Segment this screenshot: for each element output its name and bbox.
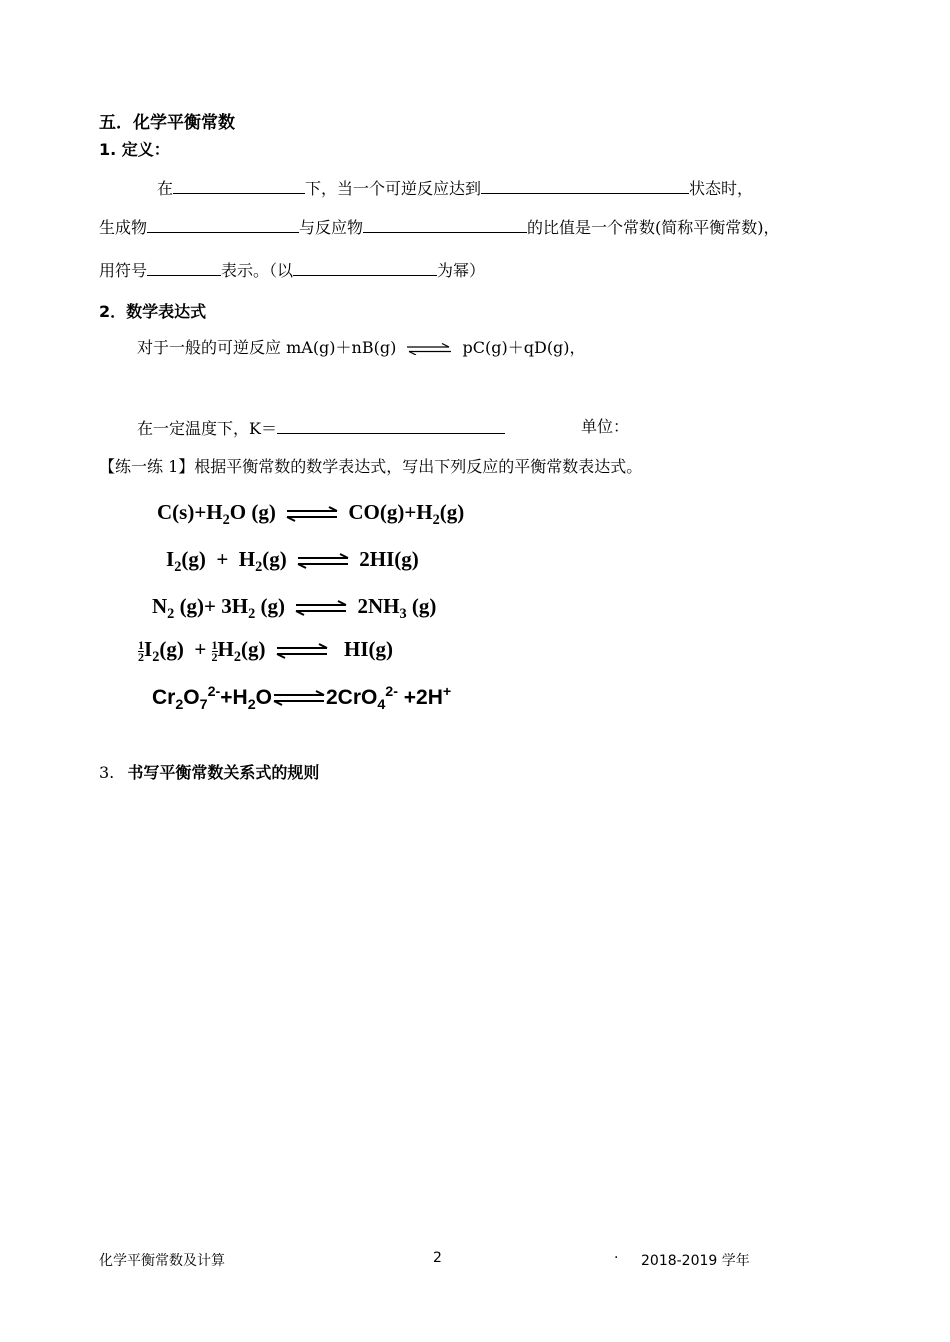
definition-text: 状态时， xyxy=(689,179,754,198)
unit-label: 单位： xyxy=(581,417,630,436)
definition-text: 表示。（以 xyxy=(221,261,294,280)
fraction-half: $\frac{1}{2}$ xyxy=(211,637,218,664)
reversible-arrow-icon xyxy=(405,343,453,355)
equilibrium-arrow-icon xyxy=(285,506,339,522)
fill-blank[interactable] xyxy=(147,258,221,276)
fill-blank[interactable] xyxy=(481,176,689,194)
general-reaction xyxy=(137,337,586,359)
equation-1: $C(s)+H_2O$ (g) $CO(g)+H_2(g)$ xyxy=(157,500,465,529)
k-blank[interactable] xyxy=(277,416,505,434)
equation-5: $Cr_2O_7^{2-}+H_2O$ 2CrO$_4^{2-}$ +2H+ xyxy=(152,684,452,714)
k-expression-line xyxy=(137,416,505,440)
equilibrium-arrow-icon xyxy=(275,643,329,659)
footer-title: 化学平衡常数及计算 xyxy=(99,1253,225,1269)
definition-text: 在 xyxy=(157,179,174,198)
definition-text: 为幂） xyxy=(437,261,486,280)
section-title: 五．化学平衡常数 xyxy=(99,113,235,133)
fill-blank[interactable] xyxy=(363,215,527,233)
definition-heading: 1. 定义： xyxy=(99,140,170,159)
definition-line-2 xyxy=(99,215,780,239)
definition-text: 与反应物 xyxy=(299,218,364,237)
definition-text: 的比值是一个常数(简称平衡常数)， xyxy=(527,218,780,237)
equation-3: $N_2$ $(g)+ 3H_2$ (g) $2NH_3$ (g) xyxy=(152,594,437,623)
rules-heading xyxy=(99,762,319,784)
rules-title: 书写平衡常数关系式的规则 xyxy=(127,763,320,782)
practice-heading: 【练一练 1】根据平衡常数的数学表达式，写出下列反应的平衡常数表达式。 xyxy=(99,457,643,476)
k-label: 在一定温度下，K＝ xyxy=(137,419,277,438)
equation-4: $\frac{1}{2}$ $I_2(g)$ + $\frac{1}{2}$ $H_2(g)$ HI(g) xyxy=(138,637,394,666)
definition-text: 用符号 xyxy=(99,261,148,280)
fill-blank[interactable] xyxy=(147,215,299,233)
reaction-left: 对于一般的可逆反应 mA(g)＋nB(g) xyxy=(137,338,397,357)
equation-2: $I_2(g) + H_2(g)$ 2HI(g) xyxy=(166,547,419,576)
definition-text: 生成物 xyxy=(99,218,148,237)
footer-year: 2018-2019 学年 xyxy=(641,1253,750,1269)
expression-heading: 2．数学表达式 xyxy=(99,302,207,321)
fill-blank[interactable] xyxy=(293,258,437,276)
definition-line-1 xyxy=(157,176,753,200)
rules-number: 3. xyxy=(99,763,115,782)
fill-blank[interactable] xyxy=(173,176,305,194)
equilibrium-arrow-icon xyxy=(272,690,326,706)
equilibrium-arrow-icon xyxy=(294,600,348,616)
definition-line-3 xyxy=(99,258,485,282)
footer-page-number: 2 xyxy=(433,1250,442,1266)
reaction-right: pC(g)＋qD(g)， xyxy=(462,338,586,357)
equilibrium-arrow-icon xyxy=(296,553,350,569)
fraction-half: $\frac{1}{2}$ xyxy=(138,637,144,664)
definition-text: 下，当一个可逆反应达到 xyxy=(305,179,482,198)
footer-dot: · xyxy=(614,1250,619,1266)
